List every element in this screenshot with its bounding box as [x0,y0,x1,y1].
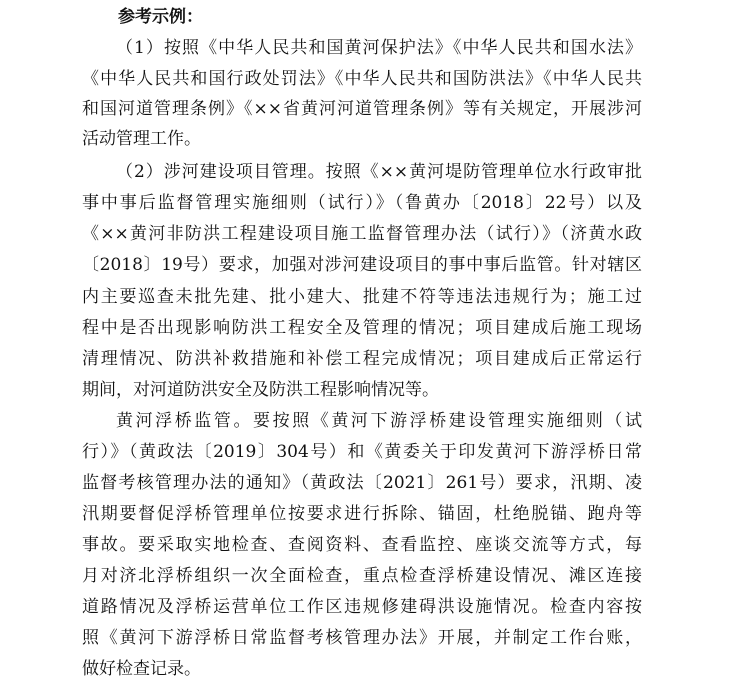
text-line: （1）按照《中华人民共和国黄河保护法》《中华人民共和国水法》 [116,38,642,58]
text-line: 活动管理工作。 [82,129,201,149]
text-line: 事中事后监督管理实施细则（试行）》（鲁黄办〔2018〕22号）以及 [82,193,642,213]
text-line: 期间，对河道防洪安全及防洪工程影响情况等。 [82,380,439,400]
text-line: 黄河浮桥监管。要按照《黄河下游浮桥建设管理实施细则（试 [116,411,642,431]
text-line: 照《黄河下游浮桥日常监督考核管理办法》开展，并制定工作台账， [82,628,642,648]
text-line: 《中华人民共和国行政处罚法》《中华人民共和国防洪法》《中华人民共 [82,69,642,89]
text-line: 监督考核管理办法的通知》（黄政法〔2021〕261号）要求，汛期、凌 [82,473,642,493]
text-line: 清理情况、防洪补救措施和补偿工程完成情况；项目建成后正常运行 [82,349,642,369]
text-line: 内主要巡查未批先建、批小建大、批建不符等违法违规行为；施工过 [82,287,642,307]
text-line: 行）》（黄政法〔2019〕304号）和《黄委关于印发黄河下游浮桥日常 [82,442,642,462]
text-line: 事故。要采取实地检查、查阅资料、查看监控、座谈交流等方式，每 [82,535,642,555]
text-line: 做好检查记录。 [82,659,201,679]
text-line: 月对济北浮桥组织一次全面检查，重点检查浮桥建设情况、滩区连接 [82,566,642,586]
text-line: （2）涉河建设项目管理。按照《××黄河堤防管理单位水行政审批 [116,162,642,182]
text-line: 汛期要督促浮桥管理单位按要求进行拆除、锚固，杜绝脱锚、跑舟等 [82,504,642,524]
text-line: 程中是否出现影响防洪工程安全及管理的情况；项目建成后施工现场 [82,318,642,338]
text-line: 和国河道管理条例》《××省黄河河道管理条例》等有关规定，开展涉河 [82,99,642,119]
text-line: 〔2018〕19号）要求，加强对涉河建设项目的事中事后监管。针对辖区 [82,255,642,275]
section-heading: 参考示例： [118,7,203,27]
text-line: 《××黄河非防洪工程建设项目施工监督管理办法（试行）》（济黄水政 [82,224,642,244]
text-line: 道路情况及浮桥运营单位工作区违规修建碍洪设施情况。检查内容按 [82,597,642,617]
